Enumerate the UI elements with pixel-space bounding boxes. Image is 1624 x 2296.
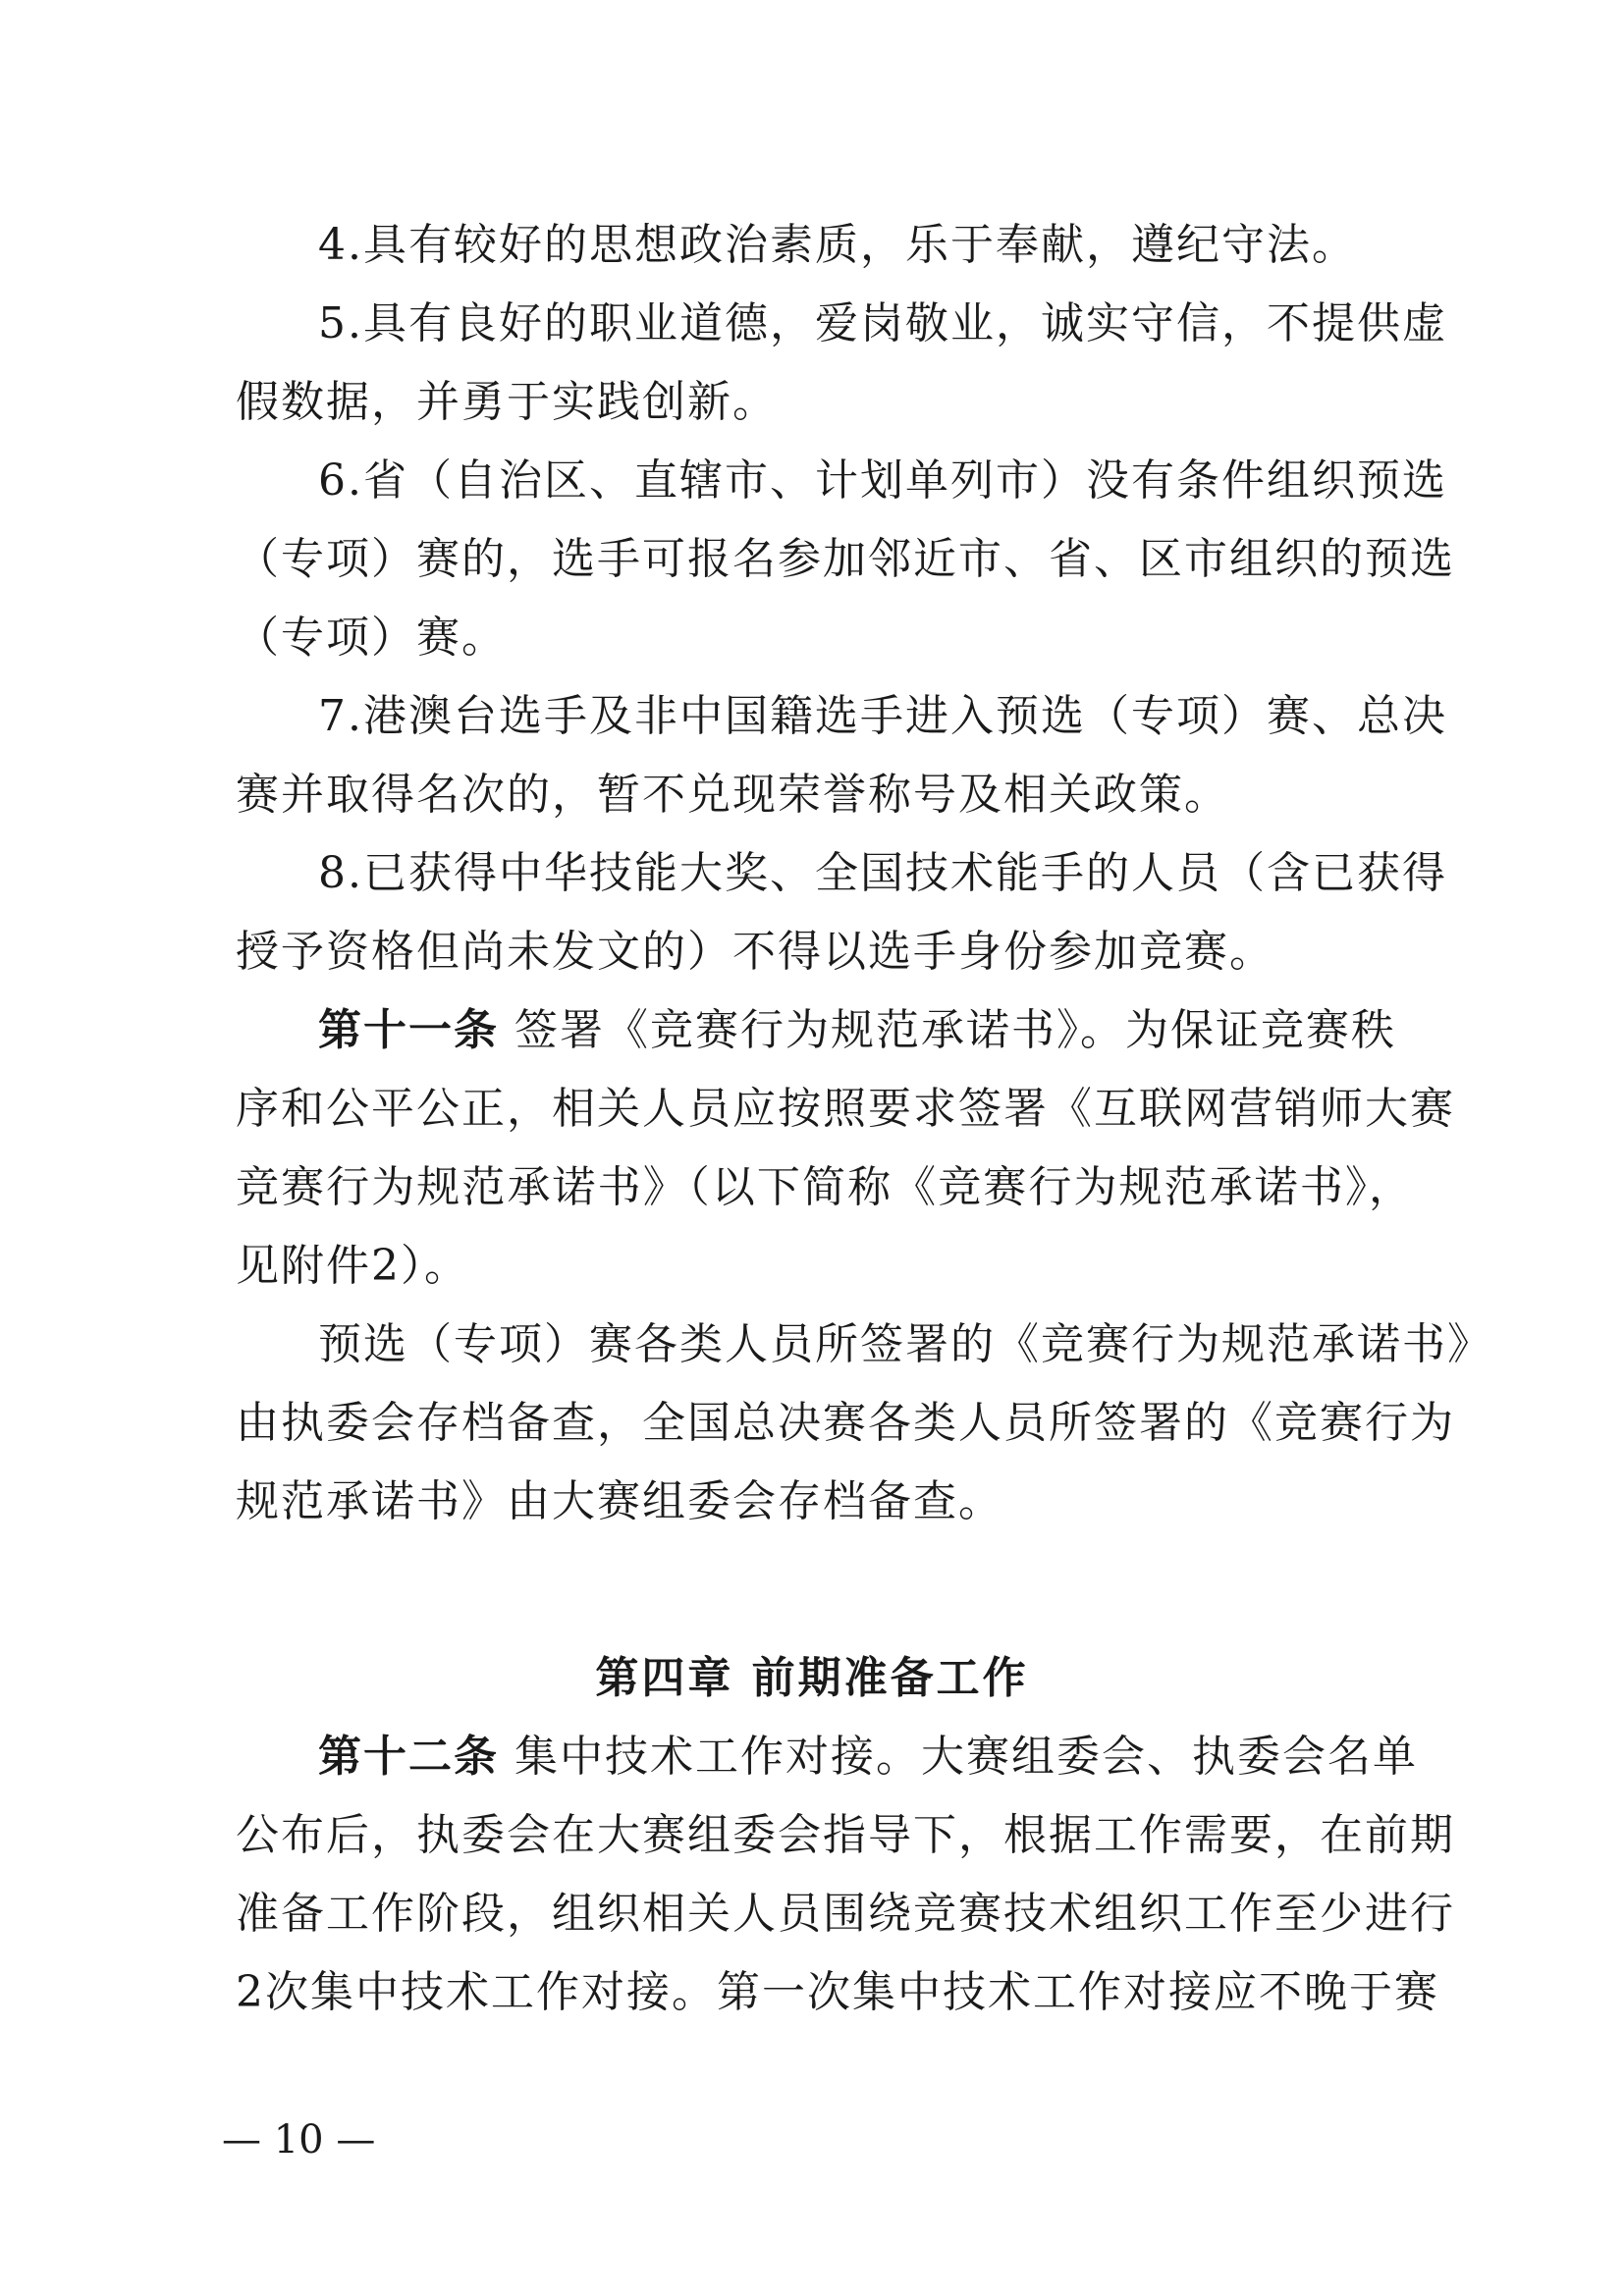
article-text: 签署《竞赛行为规范承诺书》。为保证竞赛秩 [514, 1005, 1396, 1055]
paragraph-line: （专项）赛。 [236, 613, 507, 663]
paragraph-line: 7.港澳台选手及非中国籍选手进入预选（专项）赛、总决 [318, 691, 1447, 741]
paragraph-line: 由执委会存档备查，全国总决赛各类人员所签署的《竞赛行为 [236, 1398, 1455, 1448]
paragraph-line: 授予资格但尚未发文的）不得以选手身份参加竞赛。 [236, 927, 1274, 977]
paragraph-line: 假数据，并勇于实践创新。 [236, 377, 778, 427]
paragraph-line: 规范承诺书》由大赛组委会存档备查。 [236, 1476, 1003, 1526]
article-label: 第十二条 [318, 1732, 499, 1782]
paragraph-line: 5.具有良好的职业道德，爱岗敬业，诚实守信，不提供虚 [318, 298, 1447, 348]
paragraph-line: 2次集中技术工作对接。第一次集中技术工作对接应不晚于赛 [236, 1967, 1439, 2017]
paragraph-line: 8.已获得中华技能大奖、全国技术能手的人员（含已获得 [318, 848, 1447, 898]
paragraph-line: 6.省（自治区、直辖市、计划单列市）没有条件组织预选 [318, 455, 1447, 506]
article-11-line [318, 991, 1414, 1070]
article-12-line [318, 1718, 1418, 1796]
paragraph-line: 预选（专项）赛各类人员所签署的《竞赛行为规范承诺书》 [318, 1319, 1492, 1369]
article-label: 第十一条 [318, 1005, 499, 1055]
paragraph-line: 赛并取得名次的，暂不兑现荣誉称号及相关政策。 [236, 770, 1229, 820]
paragraph-line: （专项）赛的，选手可报名参加邻近市、省、区市组织的预选 [236, 534, 1455, 584]
paragraph-line: 公布后，执委会在大赛组委会指导下，根据工作需要，在前期 [236, 1810, 1455, 1860]
article-text: 集中技术工作对接。大赛组委会、执委会名单 [514, 1732, 1418, 1782]
page-number: — 10 — [222, 2117, 376, 2163]
paragraph-line: 序和公平公正，相关人员应按照要求签署《互联网营销师大赛 [236, 1084, 1455, 1134]
paragraph-line: 见附件2）。 [236, 1241, 469, 1291]
chapter-heading: 第四章 前期准备工作 [595, 1653, 1029, 1703]
paragraph-line: 准备工作阶段，组织相关人员围绕竞赛技术组织工作至少进行 [236, 1889, 1455, 1939]
paragraph-line: 4.具有较好的思想政治素质，乐于奉献，遵纪守法。 [318, 220, 1357, 270]
paragraph-line: 竞赛行为规范承诺书》（以下简称《竞赛行为规范承诺书》， [236, 1162, 1414, 1212]
